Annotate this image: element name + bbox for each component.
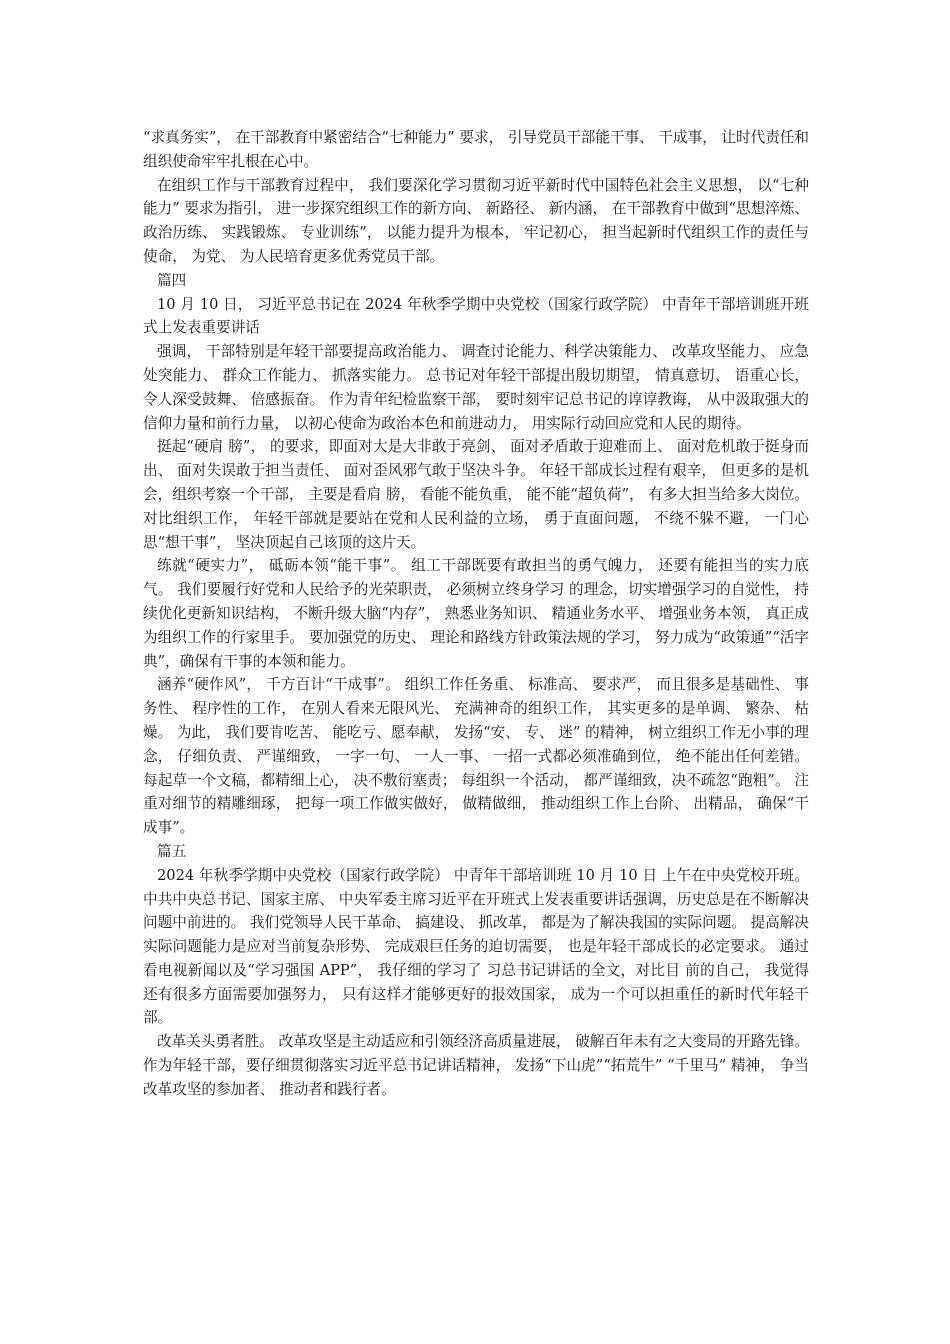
paragraph: 10 月 10 日， 习近平总书记在 2024 年秋季学期中央党校（国家行政学院） 中青年干部培训班开班式上发表重要讲话 <box>143 295 809 337</box>
paragraph: 练就“硬实力”， 砥砺本领“能干事”。 组工干部既要有敢担当的勇气魄力， 还要有能担当的实力底气。 我们要履行好党和人民给予的光荣职责， 必须树立终身学习 的理念，切实增强学习的自觉性， 持续优化更新知识结构， 不断升级大脑“内存”， 熟悉业务知识、 精通业务水平、 增强业务本领， 真正成为组织工作的行家里手。 要加强党的历史、 理论和路线方针政策法规的学习， 努力成为“政策通”“活字典”，确保有干事的本领和能力。 <box>143 557 809 670</box>
paragraph: 2024 年秋季学期中央党校（国家行政学院） 中青年干部培训班 10 月 10 日 上午在中央党校开班。 中共中央总书记、国家主席、 中央军委主席习近平在开班式上发表重要讲话强调，历史总是在不断解决问题中前进的。 我们党领导人民干革命、 搞建设、 抓改革， 都是为了解决我国的实际问题。 提高解决实际问题能力是应对当前复杂形势、 完成艰巨任务的迫切需要， 也是年轻干部成长的必定要求。 通过看电视新闻以及“学习强国 APP”， 我仔细的学习了 习总书记讲话的全文，对比目 前的自己， 我觉得还有很多方面需要加强努力， 只有这样才能够更好的报效国家， 成为一个可以担重任的新时代年轻干部。 <box>143 866 809 1027</box>
paragraph: 改革关头勇者胜。 改革攻坚是主动适应和引领经济高质量进展， 破解百年未有之大变局的开路先锋。 作为年轻干部，要仔细贯彻落实习近平总书记讲话精神， 发扬“下山虎”“拓荒牛” “千里马” 精神， 争当改革攻坚的参加者、 推动者和践行者。 <box>143 1033 809 1098</box>
paragraph: 在组织工作与干部教育过程中， 我们要深化学习贯彻习近平新时代中国特色社会主义思想， 以“七种能力” 要求为指引， 进一步探究组织工作的新方向、 新路径、 新内涵， 在干部教育中做到“思想淬炼、 政治历练、 实践锻炼、 专业训练”， 以能力提升为根本， 牢记初心， 担当起新时代组织工作的责任与使命， 为党、 为人民培育更多优秀党员干部。 <box>143 176 809 265</box>
section-heading: 篇五 <box>157 842 187 860</box>
section-heading: 篇四 <box>157 271 187 289</box>
paragraph: “求真务实”， 在干部教育中紧密结合“七种能力” 要求， 引导党员干部能干事、 干成事， 让时代责任和组织使命牢牢扎根在心中。 <box>143 129 809 170</box>
paragraph: 挺起“硬肩 膀”， 的要求，即面对大是大非敢于亮剑、 面对矛盾敢于迎难而上、 面对危机敢于挺身而出、 面对失误敢于担当责任、 面对歪风邪气敢于坚决斗争。 年轻干部成长过程有艰辛， 但更多的是机会，组织考察一个干部， 主要是看肩 膀， 看能不能负重， 能不能“超负荷”， 有多大担当给多大岗位。 对比组织工作， 年轻干部就是要站在党和人民利益的立场， 勇于直面问题， 不绕不躲不避， 一门心思“想干事”， 坚决顶起自己该顶的这片天。 <box>143 438 809 551</box>
paragraph: 涵养“硬作风”， 千方百计“干成事”。 组织工作任务重、 标准高、 要求严， 而且很多是基础性、 事务性、 程序性的工作， 在别人看来无限风光、 充满神奇的组织工作， 其实更多的是单调、 繁杂、 枯燥。 为此， 我们要肯吃苦、 能吃亏、愿奉献， 发扬“安、 专、 迷” 的精神， 树立组织工作无小事的理念， 仔细负责、 严谨细致， 一字一句、 一人一事、 一招一式都必须准确到位， 绝不能出任何差错。 每起草一个文稿，都精细上心， 决不敷衍塞责； 每组织一个活动， 都严谨细致，决不疏忽“跑粗”。 注重对细节的精雕细琢， 把每一项工作做实做好， 做精做细， 推动组织工作上台阶、 出精品， 确保“干成事”。 <box>143 676 809 837</box>
document-body <box>143 126 809 1102</box>
paragraph: 强调， 干部特别是年轻干部要提高政治能力、 调查讨论能力、科学决策能力、 改革攻坚能力、 应急处突能力、 群众工作能力、 抓落实能力。 总书记对年轻干部提出殷切期望， 情真意切、 语重心长， 令人深受鼓舞、 倍感振奋。 作为青年纪检监察干部， 要时刻牢记总书记的谆谆教诲， 从中汲取强大的信仰力量和前行力量， 以初心使命为政治本色和前进动力， 用实际行动回应党和人民的期待。 <box>143 343 809 432</box>
